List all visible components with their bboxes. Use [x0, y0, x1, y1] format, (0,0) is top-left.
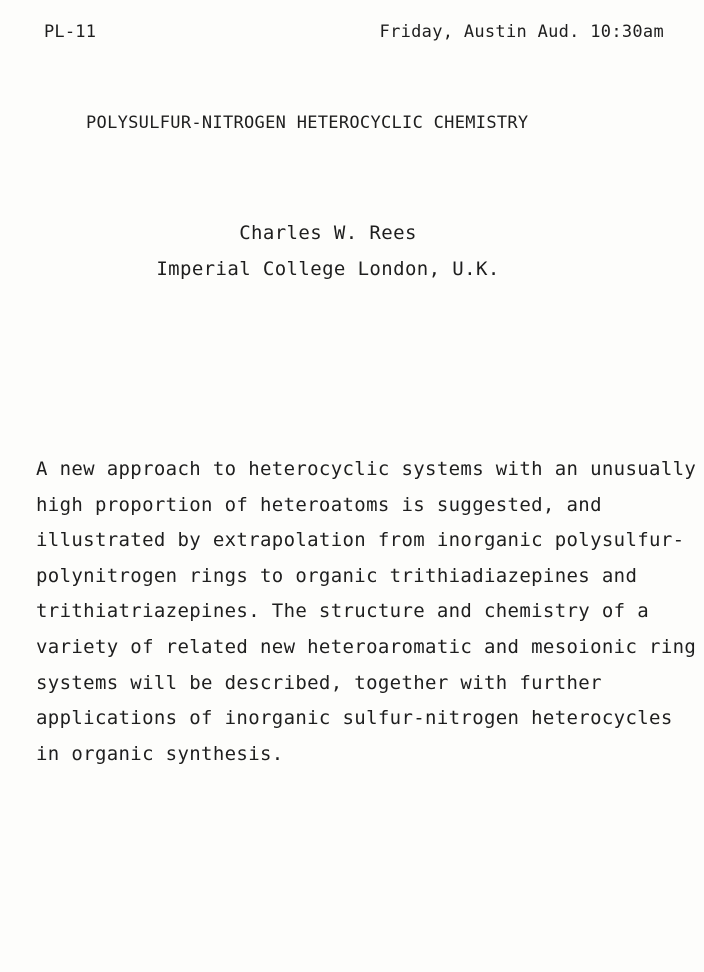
author-affiliation: Imperial College London, U.K. [156, 258, 500, 280]
page-title: POLYSULFUR-NITROGEN HETEROCYCLIC CHEMISTRY [86, 113, 529, 133]
session-info: Friday, Austin Aud. 10:30am [379, 22, 664, 42]
abstract-body [36, 452, 696, 772]
abstract-line: in organic synthesis. [36, 742, 284, 765]
abstract-line: variety of related new heteroaromatic and mesoionic ring [36, 635, 697, 658]
author-name: Charles W. Rees [239, 222, 417, 244]
presentation-code: PL-11 [44, 22, 97, 42]
abstract-line: trithiatriazepines. The structure and chemistry of a [36, 600, 650, 623]
abstract-line: illustrated by extrapolation from inorganic polysulfur- [36, 529, 685, 552]
abstract-line: A new approach to heterocyclic systems with an unusually [36, 458, 697, 480]
abstract-line: polynitrogen rings to organic trithiadiazepines and [36, 564, 638, 587]
abstract-line: systems will be described, together with further [36, 671, 602, 694]
abstract-line: high proportion of heteroatoms is suggested, and [36, 493, 602, 516]
abstract-line: applications of inorganic sulfur-nitrogen heterocycles [36, 707, 673, 730]
